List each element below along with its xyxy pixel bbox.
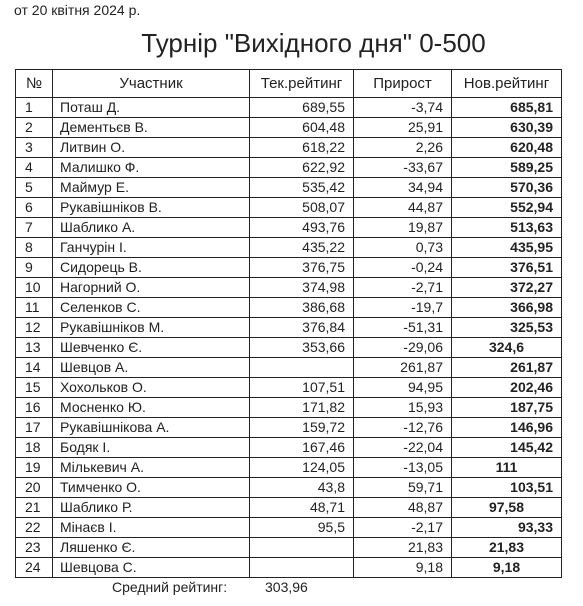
row-number: 17 [16, 418, 53, 438]
row-gain: 0,73 [354, 238, 452, 258]
average-rating-value: 303,96 [265, 579, 308, 595]
row-current-rating: 376,75 [250, 258, 354, 278]
table-row [16, 458, 562, 478]
row-gain: 261,87 [354, 358, 452, 378]
row-participant: Мількевич А. [53, 458, 250, 478]
header-gain: Прирост [354, 70, 452, 98]
row-number: 13 [16, 338, 53, 358]
row-current-rating: 618,22 [250, 138, 354, 158]
row-participant: Рукавішнікова А. [53, 418, 250, 438]
row-gain: -51,31 [354, 318, 452, 338]
row-current-rating: 493,76 [250, 218, 354, 238]
row-participant: Шевцова С. [53, 558, 250, 578]
row-gain: 94,95 [354, 378, 452, 398]
row-new-rating: 93,33 [452, 518, 562, 538]
table-row [16, 298, 562, 318]
row-participant: Литвин О. [53, 138, 250, 158]
row-gain: -2,17 [354, 518, 452, 538]
row-number: 24 [16, 558, 53, 578]
row-new-rating: 202,46 [452, 378, 562, 398]
row-participant: Селенков С. [53, 298, 250, 318]
row-new-rating: 376,51 [452, 258, 562, 278]
row-participant: Бодяк І. [53, 438, 250, 458]
row-new-rating: 620,48 [452, 138, 562, 158]
row-new-rating: 324,6 [452, 338, 562, 358]
row-gain: 48,87 [354, 498, 452, 518]
row-gain: -29,06 [354, 338, 452, 358]
table-row [16, 178, 562, 198]
row-participant: Шаблико А. [53, 218, 250, 238]
row-number: 23 [16, 538, 53, 558]
table-row [16, 558, 562, 578]
row-new-rating: 111 [452, 458, 562, 478]
row-current-rating: 435,22 [250, 238, 354, 258]
row-number: 15 [16, 378, 53, 398]
table-row [16, 198, 562, 218]
row-new-rating: 145,42 [452, 438, 562, 458]
row-current-rating: 171,82 [250, 398, 354, 418]
row-new-rating: 9,18 [452, 558, 562, 578]
table-row [16, 538, 562, 558]
table-row [16, 258, 562, 278]
row-current-rating [250, 558, 354, 578]
row-number: 3 [16, 138, 53, 158]
average-rating-label: Средний рейтинг: [112, 579, 228, 595]
row-number: 12 [16, 318, 53, 338]
header-number: № [16, 70, 53, 98]
row-participant: Ляшенко Є. [53, 538, 250, 558]
row-participant: Ганчурін І. [53, 238, 250, 258]
row-current-rating: 508,07 [250, 198, 354, 218]
table-row [16, 278, 562, 298]
row-gain: -12,76 [354, 418, 452, 438]
row-participant: Малишко Ф. [53, 158, 250, 178]
row-participant: Шаблико Р. [53, 498, 250, 518]
table-row [16, 478, 562, 498]
table-row [16, 338, 562, 358]
row-number: 22 [16, 518, 53, 538]
row-current-rating [250, 538, 354, 558]
table-body [16, 98, 562, 578]
row-gain: -22,04 [354, 438, 452, 458]
row-gain: -13,05 [354, 458, 452, 478]
row-gain: 21,83 [354, 538, 452, 558]
row-current-rating: 374,98 [250, 278, 354, 298]
row-current-rating: 622,92 [250, 158, 354, 178]
row-gain: 59,71 [354, 478, 452, 498]
row-participant: Хохольков О. [53, 378, 250, 398]
row-number: 4 [16, 158, 53, 178]
row-current-rating: 353,66 [250, 338, 354, 358]
table-row [16, 518, 562, 538]
row-number: 9 [16, 258, 53, 278]
row-new-rating: 435,95 [452, 238, 562, 258]
row-new-rating: 372,27 [452, 278, 562, 298]
row-number: 18 [16, 438, 53, 458]
row-number: 16 [16, 398, 53, 418]
row-gain: 9,18 [354, 558, 452, 578]
row-participant: Маймур Е. [53, 178, 250, 198]
row-number: 2 [16, 118, 53, 138]
row-new-rating: 21,83 [452, 538, 562, 558]
header-new-rating: Нов.рейтинг [452, 70, 562, 98]
row-number: 8 [16, 238, 53, 258]
table-row [16, 358, 562, 378]
row-participant: Рукавішніков В. [53, 198, 250, 218]
row-current-rating: 604,48 [250, 118, 354, 138]
row-current-rating [250, 358, 354, 378]
row-gain: 2,26 [354, 138, 452, 158]
table-row [16, 98, 562, 118]
row-gain: -0,24 [354, 258, 452, 278]
table-row [16, 218, 562, 238]
row-new-rating: 685,81 [452, 98, 562, 118]
rating-table [15, 69, 562, 578]
row-number: 7 [16, 218, 53, 238]
row-participant: Сидорець В. [53, 258, 250, 278]
row-participant: Шевченко Є. [53, 338, 250, 358]
row-participant: Тимченко О. [53, 478, 250, 498]
row-current-rating: 48,71 [250, 498, 354, 518]
row-gain: 34,94 [354, 178, 452, 198]
row-number: 10 [16, 278, 53, 298]
row-current-rating: 689,55 [250, 98, 354, 118]
row-gain: 44,87 [354, 198, 452, 218]
row-current-rating: 376,84 [250, 318, 354, 338]
row-gain: 15,93 [354, 398, 452, 418]
row-new-rating: 261,87 [452, 358, 562, 378]
table-row [16, 158, 562, 178]
row-current-rating: 159,72 [250, 418, 354, 438]
row-new-rating: 552,94 [452, 198, 562, 218]
table-row [16, 238, 562, 258]
table-row [16, 378, 562, 398]
row-new-rating: 589,25 [452, 158, 562, 178]
row-new-rating: 103,51 [452, 478, 562, 498]
header-current-rating: Тек.рейтинг [250, 70, 354, 98]
row-gain: -33,67 [354, 158, 452, 178]
table-row [16, 398, 562, 418]
row-new-rating: 325,53 [452, 318, 562, 338]
row-current-rating: 124,05 [250, 458, 354, 478]
row-current-rating: 167,46 [250, 438, 354, 458]
row-number: 14 [16, 358, 53, 378]
table-row [16, 138, 562, 158]
row-current-rating: 535,42 [250, 178, 354, 198]
row-new-rating: 97,58 [452, 498, 562, 518]
tournament-title-text: Турнір "Вихідного дня" 0-500 [141, 28, 486, 58]
row-participant: Дементьєв В. [53, 118, 250, 138]
row-participant: Мосненко Ю. [53, 398, 250, 418]
row-new-rating: 366,98 [452, 298, 562, 318]
table-row [16, 118, 562, 138]
row-participant: Мінаєв І. [53, 518, 250, 538]
table-row [16, 438, 562, 458]
row-number: 6 [16, 198, 53, 218]
row-number: 21 [16, 498, 53, 518]
row-gain: -2,71 [354, 278, 452, 298]
row-number: 11 [16, 298, 53, 318]
report-date: от 20 квітня 2024 р. [14, 2, 141, 18]
row-gain: -19,7 [354, 298, 452, 318]
row-gain: 19,87 [354, 218, 452, 238]
row-new-rating: 187,75 [452, 398, 562, 418]
table-row [16, 318, 562, 338]
row-gain: -3,74 [354, 98, 452, 118]
row-number: 20 [16, 478, 53, 498]
row-current-rating: 43,8 [250, 478, 354, 498]
row-current-rating: 95,5 [250, 518, 354, 538]
row-current-rating: 386,68 [250, 298, 354, 318]
table-row [16, 498, 562, 518]
row-number: 5 [16, 178, 53, 198]
row-gain: 25,91 [354, 118, 452, 138]
row-number: 1 [16, 98, 53, 118]
row-current-rating: 107,51 [250, 378, 354, 398]
table-header-row [16, 70, 562, 98]
row-new-rating: 570,36 [452, 178, 562, 198]
row-new-rating: 630,39 [452, 118, 562, 138]
row-new-rating: 513,63 [452, 218, 562, 238]
tournament-title [0, 28, 583, 59]
row-new-rating: 146,96 [452, 418, 562, 438]
table-row [16, 418, 562, 438]
row-participant: Поташ Д. [53, 98, 250, 118]
row-participant: Нагорний О. [53, 278, 250, 298]
header-participant: Участник [53, 70, 250, 98]
row-participant: Шевцов А. [53, 358, 250, 378]
row-number: 19 [16, 458, 53, 478]
row-participant: Рукавішніков М. [53, 318, 250, 338]
